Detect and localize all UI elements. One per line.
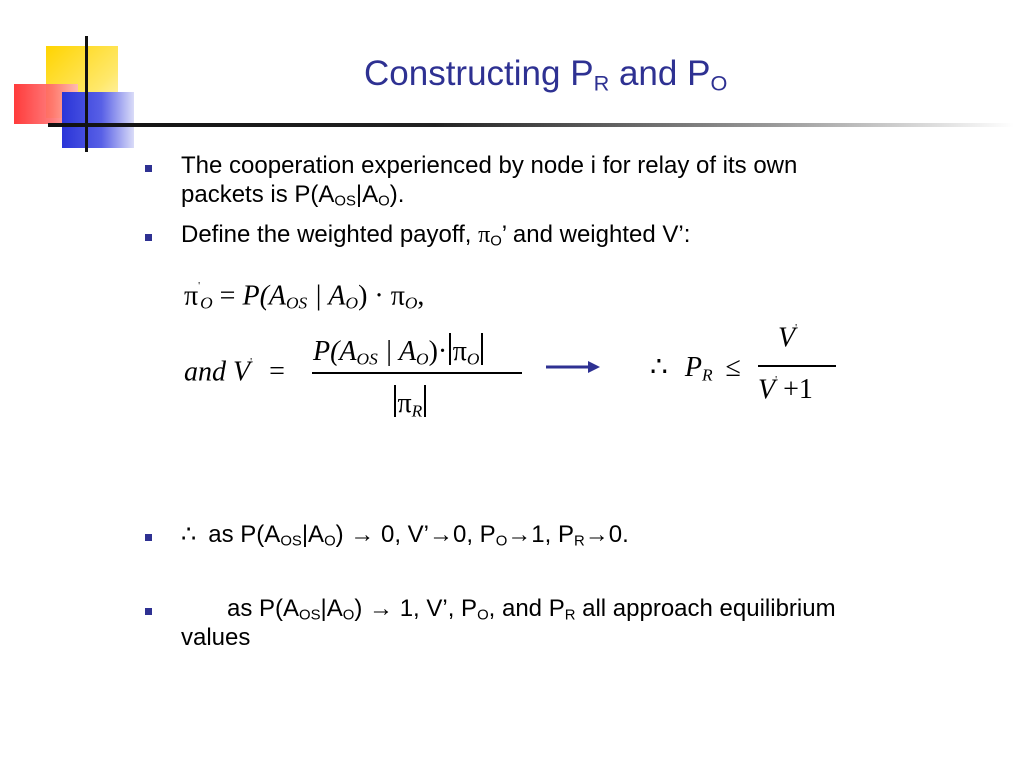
bullet-marker [145,165,152,172]
bullet-4-text: as $P(A_{OS}|A_O) \to 1$, V’, $P_O$, and $P_R$ all approach equilibrium values [181,595,836,651]
equation-pr-bound-denominator: V' +1 [758,374,813,406]
equation-weighted-v-denominator: $\pi_R$ [392,385,428,420]
implies-arrow-icon [544,359,602,375]
bullet-2-text: Define the weighted payoff, $\pi_O$’ and weighted V’: [181,221,691,250]
bullet-1-text: The cooperation experienced by node i for relay of its own packets is $P(A_{OS}|A_O)$. [181,152,798,210]
decor-blue-square [62,92,134,148]
fraction-bar [758,365,836,367]
slide-title: Constructing $P_R$ and $P_O$ [364,54,728,96]
bullet-marker [145,608,152,615]
title-divider [48,123,1014,127]
decor-vertical-line [85,36,88,152]
equation-pr-bound-numerator: V' [778,322,798,354]
bullet-marker [145,234,152,241]
equation-weighted-v-numerator: $P(A_{OS}$ | $A_O)\cdot \pi_O$ [313,333,485,368]
equation-pr-bound-lhs: ∴ $P_R$ ≤ [650,352,741,385]
equation-weighted-v-lhs: and V' = [184,356,285,388]
equation-weighted-payoff: $\pi'_O = P(A_{OS}$ | $A_O) \cdot \pi_O$, [184,280,425,313]
fraction-bar [312,372,522,374]
bullet-marker [145,534,152,541]
bullet-3-text: ∴ as $P(A_{OS}|A_O) \to 0$, V’→0, $P_O\to 1$, $P_R\to 0$. [181,521,629,550]
